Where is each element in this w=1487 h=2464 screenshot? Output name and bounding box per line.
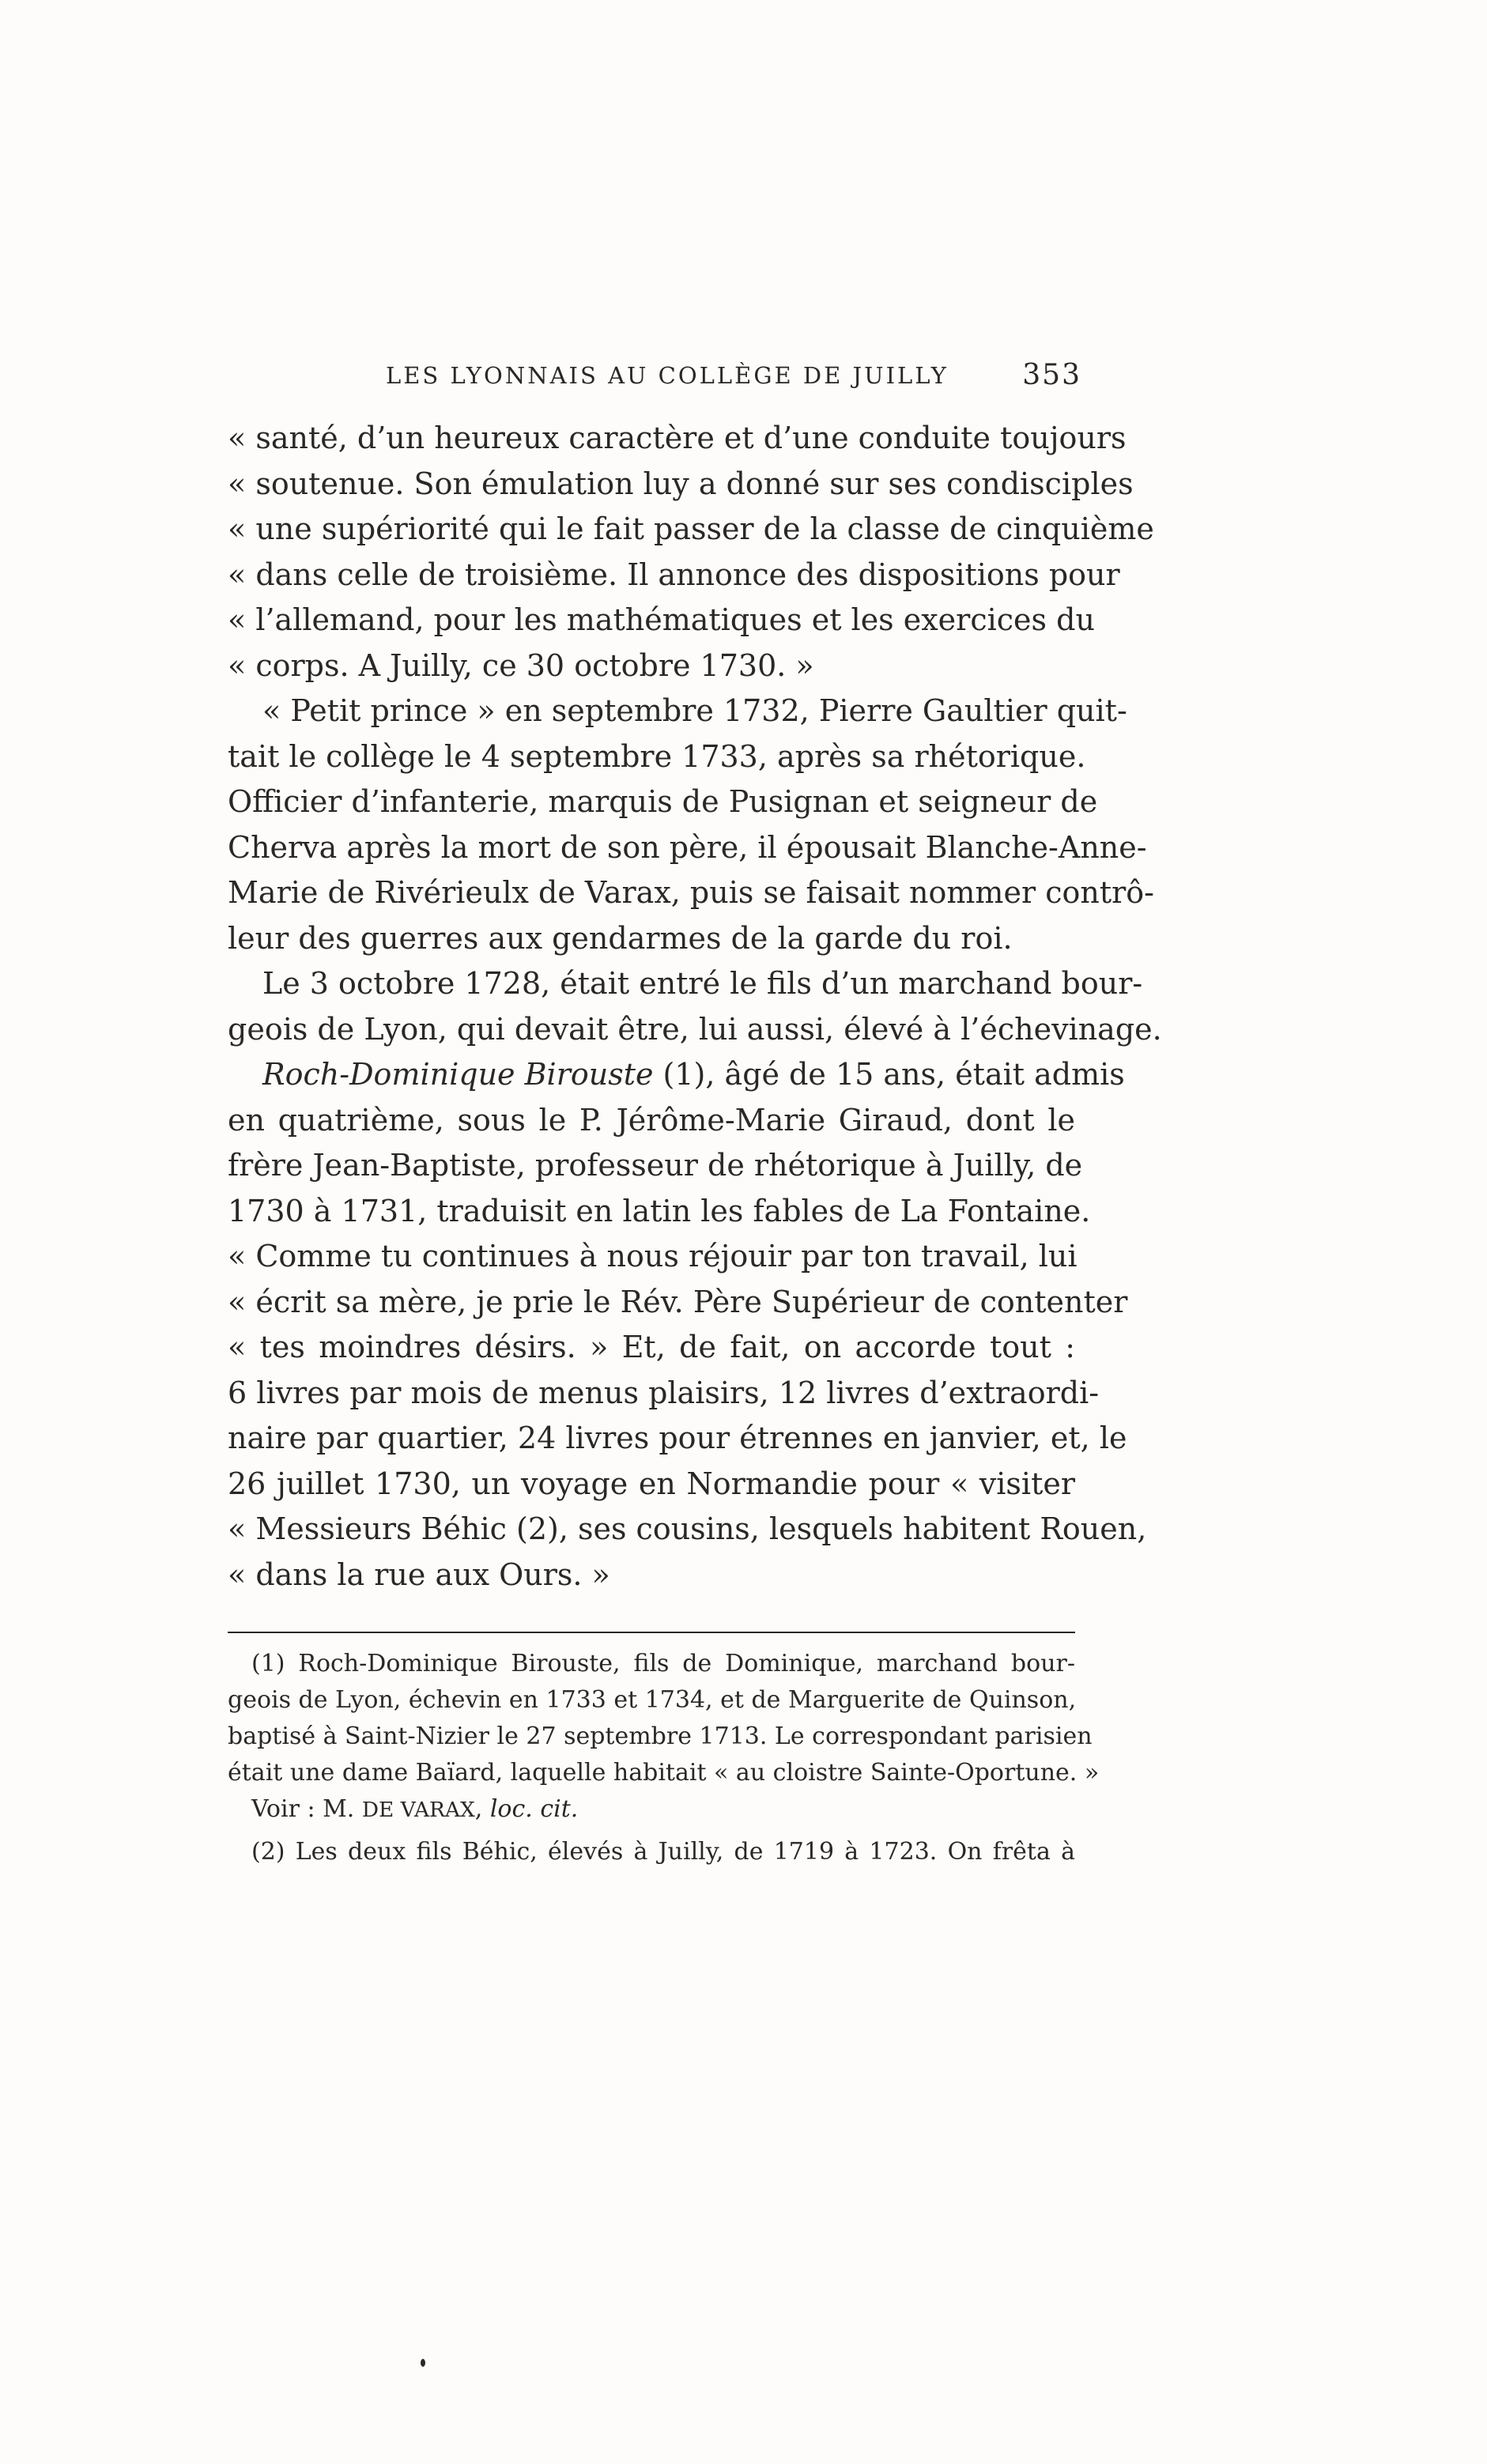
footnote-line <box>228 1791 1075 1828</box>
page-number: 353 <box>1022 359 1081 391</box>
ink-speck <box>421 2359 425 2367</box>
footnote-line: (1) Roch-Dominique Birouste, fils de Dominique, marchand bour- <box>251 1650 1075 1677</box>
text-line: « écrit sa mère, je prie le Rév. Père Supérieur de contenter <box>228 1284 1128 1319</box>
text-line-continuation: (1), âgé de 15 ans, était admis <box>653 1057 1125 1092</box>
footnote-author: DE VARAX <box>361 1798 475 1822</box>
person-name: Roch-Dominique Birouste <box>262 1057 654 1092</box>
footnote-separator: , <box>474 1795 490 1823</box>
text-line: Officier d’infanterie, marquis de Pusignan et seigneur de <box>228 784 1098 819</box>
text-line: frère Jean-Baptiste, professeur de rhétorique à Juilly, de <box>228 1148 1083 1183</box>
footnotes <box>228 1646 1100 1870</box>
footnote-gap <box>228 1828 1075 1834</box>
text-line: « soutenue. Son émulation luy a donné sur ses condisciples <box>228 466 1134 501</box>
footnote-reference: loc. cit. <box>489 1795 579 1823</box>
footnote-voir: Voir : M. <box>251 1795 362 1823</box>
text-line: « dans celle de troisième. Il annonce des dispositions pour <box>228 557 1120 592</box>
text-line: Le 3 octobre 1728, était entré le fils d’un marchand bour- <box>262 966 1143 1001</box>
text-line: geois de Lyon, qui devait être, lui aussi, élevé à l’échevinage. <box>228 1011 1162 1047</box>
text-line: « Comme tu continues à nous réjouir par ton travail, lui <box>228 1239 1078 1274</box>
text-line: naire par quartier, 24 livres pour étrennes en janvier, et, le <box>228 1421 1127 1455</box>
text-line: tait le collège le 4 septembre 1733, après sa rhétorique. <box>228 738 1086 774</box>
running-title: LES LYONNAIS AU COLLÈGE DE JUILLY <box>386 362 949 389</box>
text-line: 26 juillet 1730, un voyage en Normandie pour « visiter <box>228 1466 1075 1501</box>
footnote-line: baptisé à Saint-Nizier le 27 septembre 1713. Le correspondant parisien <box>228 1723 1093 1750</box>
text-line: en quatrième, sous le P. Jérôme-Marie Giraud, dont le <box>228 1102 1075 1138</box>
footnote-line: geois de Lyon, échevin en 1733 et 1734, et de Marguerite de Quinson, <box>228 1686 1077 1714</box>
text-line: « Petit prince » en septembre 1732, Pierre Gaultier quit- <box>262 693 1127 728</box>
text-line: « tes moindres désirs. » Et, de fait, on accorde tout : <box>228 1330 1075 1364</box>
text-line: leur des guerres aux gendarmes de la garde du roi. <box>228 920 1013 956</box>
text-line: « une supériorité qui le fait passer de la classe de cinquième <box>228 511 1154 546</box>
footnote-line: (2) Les deux fils Béhic, élevés à Juilly, de 1719 à 1723. On frêta à <box>251 1838 1075 1866</box>
footnote-line: était une dame Baïard, laquelle habitait « au cloistre Sainte-Oportune. » <box>228 1759 1100 1787</box>
text-line: « Messieurs Béhic (2), ses cousins, lesquels habitent Rouen, <box>228 1511 1147 1546</box>
text-line: « dans la rue aux Ours. » <box>228 1557 610 1592</box>
text-line: « santé, d’un heureux caractère et d’une conduite toujours <box>228 421 1127 455</box>
text-line <box>228 1052 1125 1098</box>
text-line: Cherva après la mort de son père, il épousait Blanche-Anne- <box>228 829 1147 865</box>
footnote-rule <box>228 1632 1075 1633</box>
text-line: Marie de Rivérieulx de Varax, puis se faisait nommer contrô- <box>228 875 1154 910</box>
text-line: « corps. A Juilly, ce 30 octobre 1730. » <box>228 647 814 683</box>
text-line: 6 livres par mois de menus plaisirs, 12 livres d’extraordi- <box>228 1375 1100 1410</box>
page-header <box>228 357 1081 405</box>
text-line: « l’allemand, pour les mathématiques et les exercices du <box>228 602 1095 637</box>
text-line: 1730 à 1731, traduisit en latin les fables de La Fontaine. <box>228 1193 1091 1228</box>
main-text <box>228 416 1162 1598</box>
